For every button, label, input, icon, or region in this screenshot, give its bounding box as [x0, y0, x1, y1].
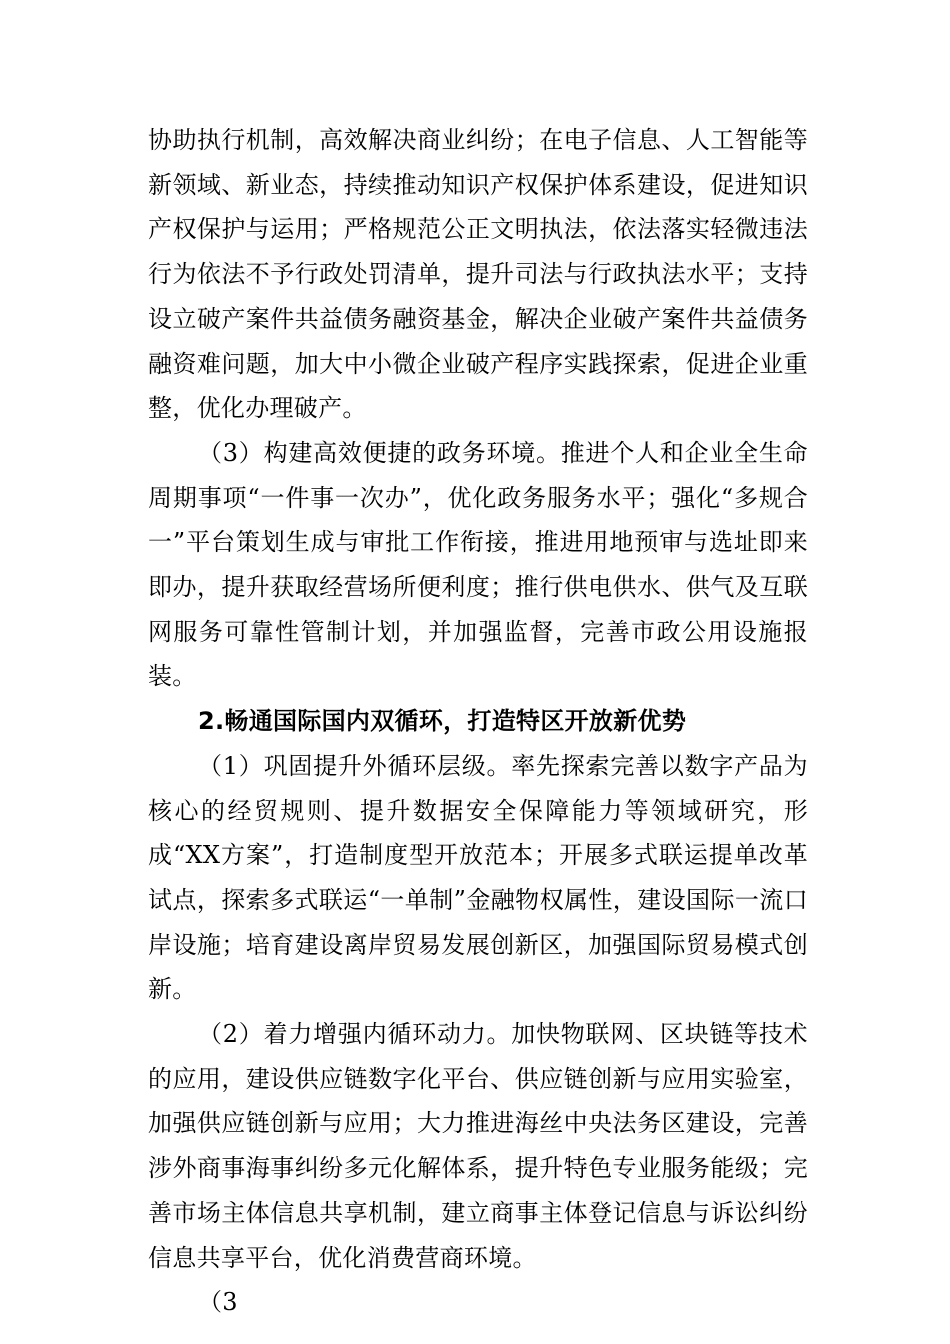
- document-body: [148, 118, 808, 1325]
- paragraph-internal-circulation: （2）着力增强内循环动力。加快物联网、区块链等技术的应用，建设供应链数字化平台、供应链创新与应用实验室，加强供应链创新与应用；大力推进海丝中央法务区建设，完善涉外商事海事纠纷多元化解体系，提升特色专业服务能级；完善市场主体信息共享机制，建立商事主体登记信息与诉讼纠纷信息共享平台，优化消费营商环境。: [148, 1020, 808, 1272]
- paragraph-truncated: （3: [198, 1288, 238, 1317]
- paragraph-continuation: 协助执行机制，高效解决商业纠纷；在电子信息、人工智能等新领域、新业态，持续推动知识产权保护体系建设，促进知识产权保护与运用；严格规范公正文明执法，依法落实轻微违法行为依法不予行政处罚清单，提升司法与行政执法水平；支持设立破产案件共益债务融资基金，解决企业破产案件共益债务融资难问题，加大中小微企业破产程序实践探索，促进企业重整，优化办理破产。: [148, 126, 808, 423]
- paragraph-government-environment: （3）构建高效便捷的政务环境。推进个人和企业全生命周期事项“一件事一次办”，优化政务服务水平；强化“多规合一”平台策划生成与审批工作衔接，推进用地预审与选址即来即办，提升获取经营场所便利度；推行供电供水、供气及互联网服务可靠性管制计划，并加强监督，完善市政公用设施报装。: [148, 438, 808, 691]
- paragraph-external-circulation: （1）巩固提升外循环层级。率先探索完善以数字产品为核心的经贸规则、提升数据安全保障能力等领域研究，形成“XX方案”，打造制度型开放范本；开展多式联运提单改革试点，探索多式联运“一单制”金融物权属性，建设国际一流口岸设施；培育建设离岸贸易发展创新区，加强国际贸易模式创新。: [148, 751, 808, 1004]
- section-heading: 2.畅通国际国内双循环，打造特区开放新优势: [198, 707, 687, 736]
